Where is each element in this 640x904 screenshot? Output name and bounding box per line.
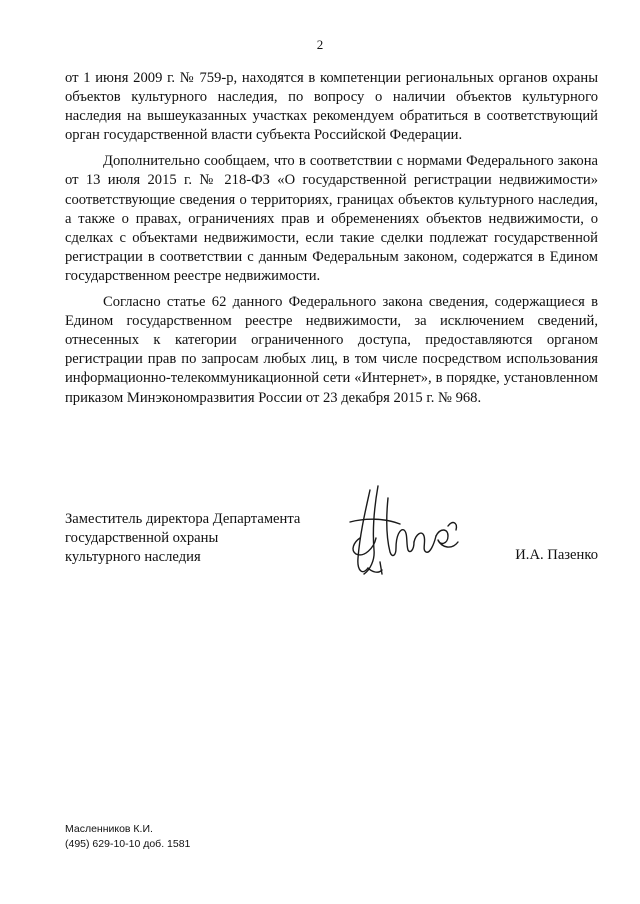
handwritten-signature bbox=[330, 478, 470, 582]
executor-phone: (495) 629-10-10 доб. 1581 bbox=[65, 838, 191, 850]
signer-position-line: Заместитель директора Департамента bbox=[65, 511, 301, 527]
paragraph-registration-law: Дополнительно сообщаем, что в соответствии с нормами Федерального закона от 13 июля 2015 г. № 218-ФЗ «О государственной регистрации недвижимости» соответствующие сведения о территориях, границах объектов культурного наследия, а также о правах, ограничениях прав и обременениях объектов недвижимости, о сделках с объектами недвижимости, если такие сделки подлежат государственной регистрации в соответствии с данным Федеральным законом, содержатся в Едином государственном реестре недвижимости. bbox=[65, 153, 598, 284]
letter-body bbox=[65, 69, 598, 408]
paragraph-article-62: Согласно статье 62 данного Федерального закона сведения, содержащиеся в Едином государственном реестре недвижимости, за исключением сведений, отнесенных к категории ограниченного доступа, предоставляются органом регистрации прав по запросам любых лиц, в том числе посредством использования информационно-телекоммуникационной сети «Интернет», в порядке, установленном приказом Минэкономразвития России от 23 декабря 2015 г. № 968. bbox=[65, 294, 598, 406]
signer-position-line: государственной охраны bbox=[65, 530, 219, 547]
page-number: 2 bbox=[316, 37, 324, 52]
executor-name: Масленников К.И. bbox=[65, 823, 153, 835]
signer-name: И.А. Пазенко bbox=[515, 547, 598, 563]
paragraph-continuation: от 1 июня 2009 г. № 759-р, находятся в компетенции региональных органов охраны объектов культурного наследия, по вопросу о наличии объектов культурного наследия на вышеуказанных участках рекомендуем обратиться в соответствующий орган государственной власти субъекта Российской Федерации. bbox=[65, 70, 598, 144]
executor-info bbox=[65, 822, 190, 852]
signer-position bbox=[65, 510, 300, 567]
signer-position-line: культурного наследия bbox=[65, 549, 201, 566]
